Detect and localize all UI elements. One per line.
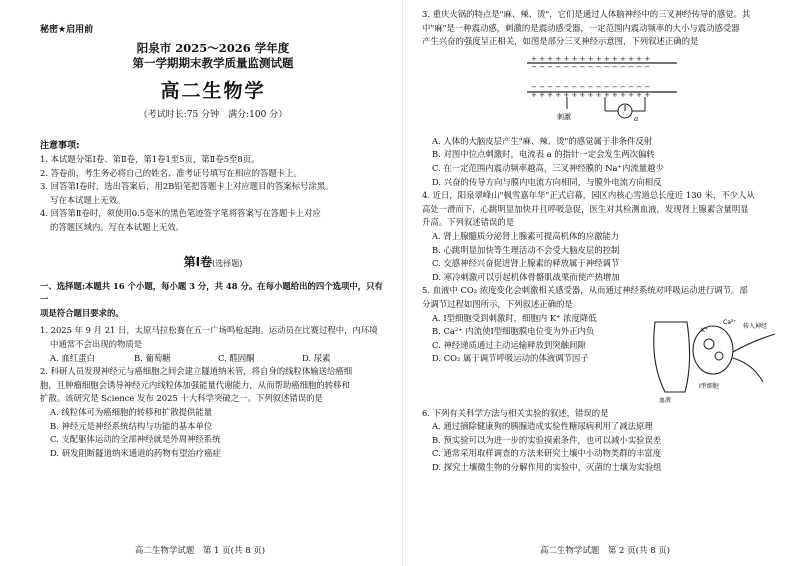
- stimulus-label: 刺激: [557, 112, 571, 121]
- page-divider: [402, 0, 403, 566]
- q4-option-c: C. 交感神经兴奋促进肾上腺素的释放属于神经调节: [432, 258, 620, 269]
- q5-body: [422, 312, 780, 407]
- note-line: 的答题区域内。写在本试题上无效。: [50, 221, 184, 232]
- question-line: 2. 科研人员发现神经元与癌细胞之间会建立隧道纳米管，将自身的线粒体输送给癌细: [40, 366, 353, 377]
- question-line: 扩散。该研究是 Science 发布 2025 十大科学突破之一。下列叙述错误的是: [40, 393, 323, 404]
- question-1: [40, 324, 386, 365]
- question-line: 高处一滑而下，心跳明显加快并且呼吸急促，医生对其检测血液，发现肾上腺素含量明显: [422, 203, 749, 214]
- blood-label: 血液: [659, 396, 672, 404]
- nerve-diagram: [517, 51, 687, 127]
- question-line: 5. 血液中 CO₂ 浓度变化会刺激相关感受器，从而通过神经系统对呼吸运动进行调节。部: [422, 285, 748, 296]
- membrane-charge-bottom: + + + + + + + + + + + + + + +: [531, 90, 651, 99]
- membrane-charge-inner-low: − − − − − − − − − − − − − − −: [531, 82, 651, 91]
- ca-label: Ca²⁺: [723, 318, 737, 326]
- q5-option-c: C. 神经递质通过主动运输释放到突触间隙: [432, 339, 586, 350]
- q6-option-c: C. 通常采用取样调查的方法来研究土壤中小动物类群的丰富度: [432, 448, 662, 459]
- right-page: [410, 0, 800, 566]
- afferent-nerve: [733, 334, 775, 352]
- instruction: [40, 280, 386, 321]
- question-6: [422, 407, 780, 475]
- q1-options: [40, 352, 386, 366]
- q4-option-b: B. 心跳明显加快等生理活动不会受大脑皮层的控制: [432, 244, 620, 255]
- section-title-sub: (选择题): [212, 258, 243, 268]
- blood-vessel: [654, 322, 690, 392]
- notes-heading: 注意事项:: [40, 141, 80, 151]
- q5-options: [422, 312, 645, 407]
- instruction-line: 一、选择题:本题共 16 个小题，每小题 3 分，共 48 分。在每小题给出的四个选项中，只有一: [40, 280, 383, 305]
- note-line: 3. 回答第Ⅰ卷时，选出答案后，用2B铅笔把答题卡上对应题目的答案标号涂黑。: [40, 181, 334, 192]
- exam-title-line1: 阳泉市 2025～2026 学年度: [136, 41, 290, 55]
- q5-option-a: A. Ⅰ型细胞受到刺激时，细胞内 K⁺ 浓度降低: [432, 312, 597, 323]
- note-line: 2. 答卷前，考生务必将自己的姓名、准考证号填写在相应的答题卡上。: [40, 167, 302, 178]
- q2-option-d: D. 研发阻断隧道纳米通道的药物有望治疗癌症: [50, 447, 221, 458]
- nerve-label: 传入神经: [743, 322, 768, 330]
- notes: [40, 153, 386, 235]
- q1-option-d: D. 尿素: [302, 352, 331, 363]
- section-title-main: 第Ⅰ卷: [183, 254, 213, 269]
- q1-option-c: C. 醛固酮: [218, 352, 255, 363]
- question-3: [422, 8, 780, 49]
- q3-option-b: B. 对图中位点刺激时，电流表 a 的指针一定会发生两次偏转: [432, 149, 655, 160]
- subject-title: 高二生物学: [160, 80, 266, 102]
- page-footer-right: 高二生物学试题 第 2 页(共 8 页): [539, 546, 671, 556]
- ammeter-label: a: [634, 114, 639, 123]
- question-line: 胞，且肿瘤细胞会诱导神经元内线粒体加强能量代谢能力，从而帮助癌细胞的转移和: [40, 379, 350, 390]
- q6-option-a: A. 通过摘除健康狗的胰腺造成实验性糖尿病利用了减法原理: [432, 421, 653, 432]
- q5-option-d: D. CO₂ 属于调节呼吸运动的体液调节因子: [432, 353, 589, 364]
- q4-option-d: D. 寒冷刺激可以引起机体骨骼肌战栗而使产热增加: [432, 271, 620, 282]
- question-4: [422, 189, 780, 284]
- question-line: 分调节过程如图所示，下列叙述正确的是: [422, 298, 573, 309]
- note-line: 4. 回答第Ⅱ卷时，须使用0.5毫米的黑色笔迹签字笔将答案写在答题卡上对应: [40, 208, 321, 219]
- q6-option-b: B. 预实验可以为进一步的实验摸索条件，也可以减小实验误差: [432, 434, 662, 445]
- section-title: [40, 253, 386, 270]
- instruction-line: 项是符合题目要求的。: [40, 307, 124, 318]
- q5-option-b: B. Ca²⁺ 内流使Ⅰ型细胞膜电位变为外正内负: [432, 326, 595, 337]
- note-line: 写在本试题上无效。: [50, 194, 126, 205]
- membrane-charge-inner: − − − − − − − − − − − − − − −: [531, 62, 651, 71]
- question-2: [40, 365, 386, 460]
- q3-option-a: A. 人体的大脑皮层产生"麻、辣、烫"的感觉属于非条件反射: [432, 135, 653, 146]
- membrane-charge-top: + + + + + + + + + + + + + + +: [531, 54, 651, 63]
- q4-option-a: A. 肾上腺髓质分泌肾上腺素可提高机体的应激能力: [432, 230, 620, 241]
- page-footer-left: 高二生物学试题 第 1 页(共 8 页): [134, 546, 266, 556]
- question-5: [422, 284, 780, 406]
- question-line: 中"麻"是一种震动感，刺激的是震动感受器，一定范围内震动频率的大小与震动感受器: [422, 22, 740, 33]
- question-line: 产生兴奋的强度呈正相关，如图是部分三叉神经示意图，下列叙述正确的是: [422, 36, 699, 47]
- q1-option-b: B. 葡萄糖: [134, 352, 171, 363]
- q2-option-a: A. 线粒体可为癌细胞的转移和扩散提供能量: [50, 406, 213, 417]
- cell-label: Ⅰ型细胞: [699, 382, 719, 390]
- q3-option-c: C. 在一定范围内震动频率越高，三叉神经膜的 Na⁺内流量越少: [432, 162, 664, 173]
- vesicle-icon: [704, 339, 714, 349]
- k-label: K⁺: [701, 326, 709, 334]
- question-line: 升高。下列叙述错误的是: [422, 217, 515, 228]
- nerve-ending: [733, 358, 763, 382]
- note-line: 1. 本试题分第Ⅰ卷、第Ⅱ卷，第1卷1至5页，第Ⅱ卷5至8页。: [40, 154, 260, 164]
- exam-title-line2: 第一学期期末教学质量监测试题: [132, 56, 294, 70]
- question-line: 1. 2025 年 9 月 21 日，太原马拉松赛在五一广场鸣枪起跑。运动员在比赛过程中，内环境: [40, 325, 378, 336]
- chemoreceptor-diagram: [645, 312, 780, 407]
- question-line: 中通常不会出现的物质是: [50, 338, 143, 349]
- question-line: 6. 下列有关科学方法与相关实验的叙述，错误的是: [422, 407, 609, 418]
- type1-cell: [693, 326, 733, 374]
- q1-option-a: A. 血红蛋白: [50, 352, 95, 363]
- vesicle-icon: [715, 352, 723, 360]
- q6-option-d: D. 探究土壤微生物的分解作用的实验中，灭菌的土壤为实验组: [432, 461, 662, 472]
- q3-options: [422, 135, 780, 189]
- exam-meta: （考试时长:75 分钟 满分:100 分）: [138, 110, 288, 120]
- q2-option-b: B. 神经元是神经系统结构与功能的基本单位: [50, 420, 213, 431]
- question-line: 3. 重庆火锅的特点是"麻、辣、烫"，它们是通过人体脑神经中的三叉神经传导的感觉。其: [422, 9, 751, 19]
- question-line: 4. 近日，阳泉翠峰山"枫雪嘉年华"正式启幕，园区内核心雪道总长度近 130 米，不少人从: [422, 190, 755, 201]
- q2-option-c: C. 支配躯体运动的全部神经就是外周神经系统: [50, 434, 221, 445]
- secret-mark: 秘密★启用前: [40, 25, 94, 35]
- q3-option-d: D. 兴奋的传导方向与膜内电流方向相同，与膜外电流方向相反: [432, 176, 662, 187]
